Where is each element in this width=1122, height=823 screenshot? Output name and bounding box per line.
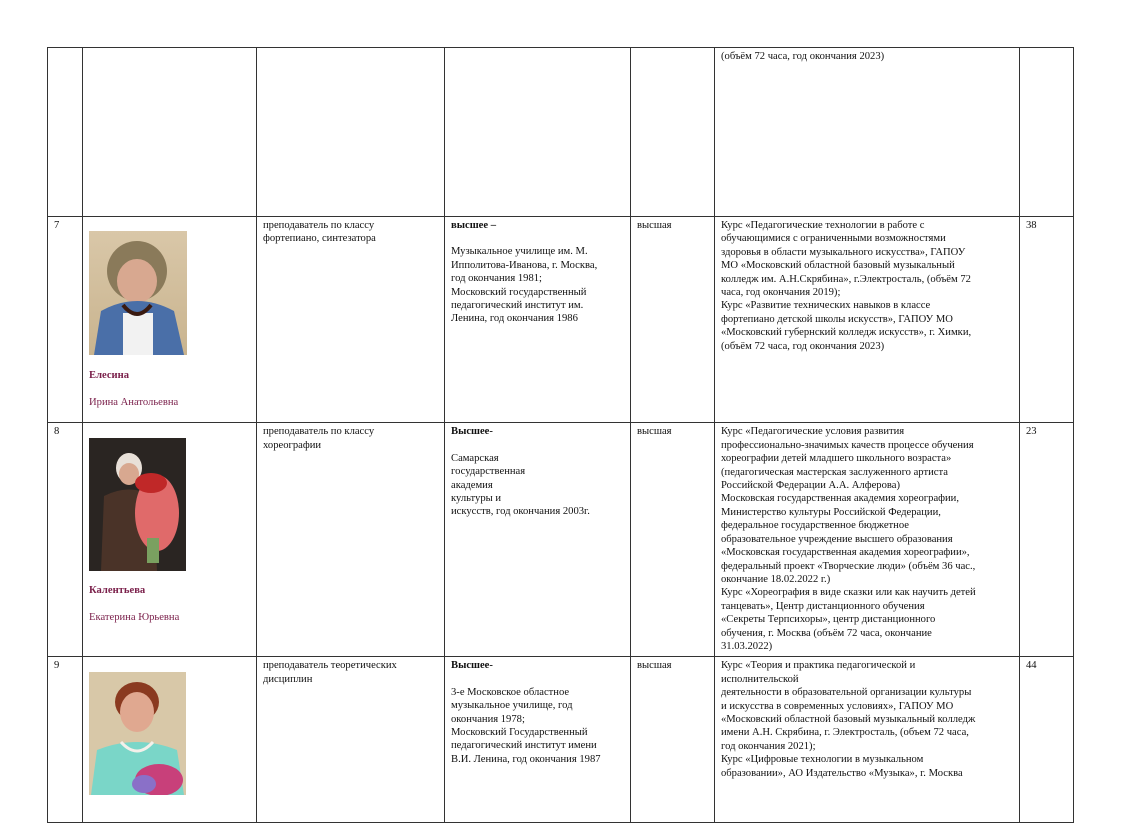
teacher-photo [89,672,186,795]
table-row [48,657,1074,822]
staff-table [47,47,1074,823]
teacher-surname: Елесина [89,369,130,381]
teacher-photo [89,438,186,571]
table-row [48,48,1074,217]
education-text: Музыкальное училище им. М. Ипполитова-Иванова, г. Москва, год окончания 1981; Московский государственный педагогический институт им. Ленина, год окончания 1986 [451,246,598,325]
category-cell: высшая [631,657,715,822]
courses-cell: Курс «Педагогические условия развития профессионально-значимых качеств процессе обучения хореографии детей младшего школьного возраста» (педагогическая мастерская заслуженного артиста Российской Федерации А.А. Алферова) Московская государственная академия хореографии, Министерство культуры Российской Федерации, федеральное государственное бюджетное образовательное учреждение высшего образования «Московская государственная академия хореографии», федеральный проект «Творческие люди» (объём 36 час., окончание 18.02.2022 г.) Курс «Хореография в виде сказки или как научить детей танцевать», Центр дистанционного обучения «Секреты Терпсихоры», центр дистанционного обучения, г. Москва (объём 72 часа, окончание 31.03.2022) [715,423,1020,657]
category-cell [631,48,715,217]
teacher-given-name: Екатерина Юрьевна [89,612,180,624]
experience-cell: 44 [1020,657,1074,822]
experience-cell: 23 [1020,423,1074,657]
position-cell: преподаватель по классу хореографии [257,423,445,657]
education-cell [445,657,631,822]
position-cell: преподаватель по классу фортепиано, синтезатора [257,217,445,423]
education-level: высшее – [451,220,496,231]
category-cell: высшая [631,423,715,657]
position-cell [257,48,445,217]
num-cell: 7 [48,217,83,423]
teacher-photo [89,231,187,355]
education-cell [445,423,631,657]
num-cell: 8 [48,423,83,657]
num-cell: 9 [48,657,83,822]
name-cell [83,657,257,822]
name-cell [83,423,257,657]
experience-cell [1020,48,1074,217]
num-cell [48,48,83,217]
courses-cell: (объём 72 часа, год окончания 2023) [715,48,1020,217]
teacher-surname: Калентьева [89,585,146,597]
name-cell [83,217,257,423]
education-text: Самарская государственная академия культуры и искусств, год окончания 2003г. [451,452,590,518]
education-level: Высшее- [451,660,493,672]
education-text: 3-е Московское областное музыкальное училище, год окончания 1978; Московский Государственный педагогический институт имени В.И. Ленина, год окончания 1987 [451,686,601,765]
table-row [48,423,1074,657]
table-row [48,217,1074,423]
courses-cell: Курс «Теория и практика педагогической и исполнительской деятельности в образовательной организации культуры и искусства в современных условиях», ГАПОУ МО «Московский областной базовый музыкальный колледж имени А.Н. Скрябина, г. Электросталь, (объем 72 часа, год окончания 2021); Курс «Цифровые технологии в музыкальном образовании», АО Издательство «Музыка», г. Москва [715,657,1020,822]
experience-cell: 38 [1020,217,1074,423]
education-cell [445,217,631,423]
category-cell: высшая [631,217,715,423]
education-cell [445,48,631,217]
teacher-given-name: Ирина Анатольевна [89,396,179,408]
position-cell: преподаватель теоретических дисциплин [257,657,445,822]
education-level: Высшее- [451,426,493,438]
courses-cell: Курс «Педагогические технологии в работе с обучающимися с ограниченными возможностями здоровья в области музыкального искусства», ГАПОУ МО «Московский областной базовый музыкальный колледж им. А.Н.Скрябина», г.Электросталь, (объём 72 часа, год окончания 2019); Курс «Развитие технических навыков в классе фортепиано детской школы искусств», ГАПОУ МО «Московский губернский колледж искусств», г. Химки, (объём 72 часа, год окончания 2023) [715,217,1020,423]
name-cell [83,48,257,217]
